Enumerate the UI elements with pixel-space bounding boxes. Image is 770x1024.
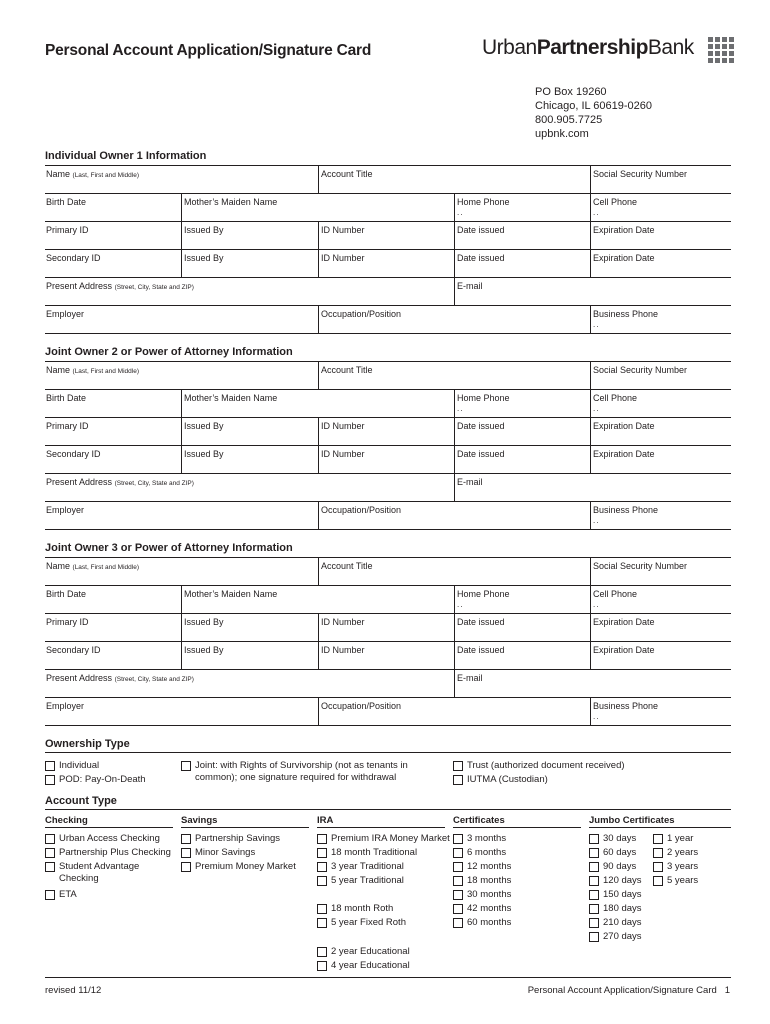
account-title-field[interactable] bbox=[318, 166, 590, 193]
date-issued-field[interactable] bbox=[454, 446, 590, 473]
ira-header: IRA bbox=[317, 815, 334, 826]
field-label: Present Address bbox=[46, 673, 113, 683]
checkbox[interactable] bbox=[589, 876, 599, 886]
savings-option[interactable]: Partnership Savings bbox=[181, 833, 280, 845]
jumbo-option[interactable]: 60 days bbox=[589, 847, 636, 859]
field-label: Account Title bbox=[321, 169, 373, 179]
issued-by-field[interactable] bbox=[181, 642, 318, 669]
account-type-rule bbox=[45, 809, 731, 810]
ira-option[interactable]: 2 year Educational bbox=[317, 946, 410, 958]
joint-line-2: common); one signature required for withdrawal bbox=[195, 772, 397, 783]
owner-row-birth bbox=[45, 390, 731, 418]
certificate-option[interactable]: 6 months bbox=[453, 847, 506, 859]
certificate-option[interactable]: 18 months bbox=[453, 875, 511, 887]
cell-phone-field[interactable] bbox=[590, 194, 731, 221]
field-label: Mother’s Maiden Name bbox=[184, 197, 278, 207]
field-label: Secondary ID bbox=[46, 449, 101, 459]
ownership-type-title: Ownership Type bbox=[45, 738, 130, 750]
id-number-field[interactable] bbox=[318, 446, 454, 473]
expiration-date-field[interactable] bbox=[590, 446, 731, 473]
owner-row-primary-id bbox=[45, 418, 731, 446]
occupation-field[interactable] bbox=[318, 698, 590, 725]
field-label: .. bbox=[457, 600, 464, 609]
certificates-header: Certificates bbox=[453, 815, 505, 826]
checkbox[interactable] bbox=[317, 862, 327, 872]
checking-option[interactable]: Urban Access Checking bbox=[45, 833, 160, 845]
savings-option[interactable]: Minor Savings bbox=[181, 847, 255, 859]
field-label: .. bbox=[593, 320, 600, 329]
jumbo-option[interactable]: 150 days bbox=[589, 889, 642, 901]
id-number-field[interactable] bbox=[318, 250, 454, 277]
field-label: Expiration Date bbox=[593, 421, 655, 431]
owner-info-grid bbox=[45, 165, 731, 334]
field-label: Expiration Date bbox=[593, 253, 655, 263]
field-label: Occupation/Position bbox=[321, 309, 402, 319]
field-label: Employer bbox=[46, 505, 85, 515]
checkbox[interactable] bbox=[589, 848, 599, 858]
joint-line-1: Joint: with Rights of Survivorship (not as tenants in bbox=[195, 760, 408, 771]
certificate-option[interactable]: 12 months bbox=[453, 861, 511, 873]
field-label: Social Security Number bbox=[593, 169, 688, 179]
account-title-field[interactable] bbox=[318, 362, 590, 389]
checkbox[interactable] bbox=[45, 775, 55, 785]
ownership-joint[interactable] bbox=[181, 760, 408, 784]
bank-logo bbox=[482, 36, 694, 60]
bank-logo-grid-icon bbox=[708, 37, 736, 65]
employer-field[interactable] bbox=[45, 502, 319, 529]
owner-row-secondary-id bbox=[45, 642, 731, 670]
checkbox[interactable] bbox=[453, 775, 463, 785]
expiration-date-field[interactable] bbox=[590, 614, 731, 641]
expiration-date-field[interactable] bbox=[590, 250, 731, 277]
email-field[interactable] bbox=[454, 278, 731, 305]
certificates-rule bbox=[453, 827, 581, 828]
field-label: Employer bbox=[46, 309, 85, 319]
checkbox[interactable] bbox=[589, 932, 599, 942]
checkbox[interactable] bbox=[589, 918, 599, 928]
date-issued-field[interactable] bbox=[454, 222, 590, 249]
maiden-name-field[interactable] bbox=[181, 390, 454, 417]
present-address-field[interactable] bbox=[45, 670, 455, 697]
field-label: .. bbox=[593, 208, 600, 217]
field-label: Date issued bbox=[457, 253, 505, 263]
field-label: Mother’s Maiden Name bbox=[184, 393, 278, 403]
checkbox[interactable] bbox=[45, 890, 55, 900]
field-label: Date issued bbox=[457, 421, 505, 431]
owner-info-grid bbox=[45, 361, 731, 530]
employer-field[interactable] bbox=[45, 698, 319, 725]
field-label: (Street, City, State and ZIP) bbox=[114, 676, 194, 683]
owner-row-birth bbox=[45, 586, 731, 614]
checkbox[interactable] bbox=[45, 862, 55, 872]
name-field[interactable] bbox=[45, 362, 321, 389]
expiration-date-field[interactable] bbox=[590, 642, 731, 669]
secondary-id-field[interactable] bbox=[45, 250, 182, 277]
certificate-option[interactable]: 60 months bbox=[453, 917, 511, 929]
checkbox[interactable] bbox=[317, 961, 327, 971]
occupation-field[interactable] bbox=[318, 306, 590, 333]
checking-header: Checking bbox=[45, 815, 88, 826]
field-label: Name bbox=[46, 169, 71, 179]
jumbo-option[interactable]: 120 days bbox=[589, 875, 642, 887]
present-address-field[interactable] bbox=[45, 278, 455, 305]
field-label: Occupation/Position bbox=[321, 505, 402, 515]
field-label: Date issued bbox=[457, 617, 505, 627]
bank-address bbox=[535, 85, 652, 141]
present-address-field[interactable] bbox=[45, 474, 455, 501]
issued-by-field[interactable] bbox=[181, 446, 318, 473]
checkbox[interactable] bbox=[45, 834, 55, 844]
birth-date-field[interactable] bbox=[45, 194, 182, 221]
checkbox[interactable] bbox=[317, 918, 327, 928]
ownership-pod[interactable]: POD: Pay-On-Death bbox=[45, 774, 146, 786]
jumbo-year-option[interactable]: 1 year bbox=[653, 833, 693, 845]
ira-option[interactable]: 5 year Traditional bbox=[317, 875, 404, 887]
primary-id-field[interactable] bbox=[45, 418, 182, 445]
cell-phone-field[interactable] bbox=[590, 390, 731, 417]
owner-row-name bbox=[45, 166, 731, 194]
field-label: Present Address bbox=[46, 477, 113, 487]
jumbo-header: Jumbo Certificates bbox=[589, 815, 675, 826]
field-label: .. bbox=[593, 600, 600, 609]
business-phone-field[interactable] bbox=[590, 502, 731, 529]
ssn-field[interactable] bbox=[590, 558, 731, 585]
field-label: E-mail bbox=[457, 673, 483, 683]
field-label: Date issued bbox=[457, 645, 505, 655]
checkbox[interactable] bbox=[453, 862, 463, 872]
secondary-id-field[interactable] bbox=[45, 642, 182, 669]
checkbox[interactable] bbox=[653, 834, 663, 844]
owner-row-employer bbox=[45, 698, 731, 726]
field-label: ID Number bbox=[321, 253, 365, 263]
home-phone-field[interactable] bbox=[454, 390, 590, 417]
checkbox[interactable] bbox=[453, 876, 463, 886]
checkbox[interactable] bbox=[589, 904, 599, 914]
birth-date-field[interactable] bbox=[45, 586, 182, 613]
checkbox[interactable] bbox=[317, 947, 327, 957]
field-label: ID Number bbox=[321, 449, 365, 459]
owner-row-address bbox=[45, 278, 731, 306]
field-label: Date issued bbox=[457, 449, 505, 459]
field-label: .. bbox=[457, 208, 464, 217]
owner-row-employer bbox=[45, 502, 731, 530]
field-label: Home Phone bbox=[457, 197, 510, 207]
checkbox[interactable] bbox=[453, 761, 463, 771]
name-field[interactable] bbox=[45, 558, 321, 585]
id-number-field[interactable] bbox=[318, 222, 454, 249]
field-label: .. bbox=[593, 516, 600, 525]
certificate-option[interactable]: 3 months bbox=[453, 833, 506, 845]
ira-option[interactable]: 3 year Traditional bbox=[317, 861, 404, 873]
logo-bank: Bank bbox=[647, 36, 694, 59]
owner-section-title: Joint Owner 2 or Power of Attorney Information bbox=[45, 346, 293, 358]
checkbox[interactable] bbox=[45, 761, 55, 771]
checkbox[interactable] bbox=[181, 848, 191, 858]
field-label: Home Phone bbox=[457, 393, 510, 403]
address-line: Chicago, IL 60619-0260 bbox=[535, 100, 653, 112]
checkbox[interactable] bbox=[453, 834, 463, 844]
account-title-field[interactable] bbox=[318, 558, 590, 585]
issued-by-field[interactable] bbox=[181, 418, 318, 445]
jumbo-option[interactable]: 180 days bbox=[589, 903, 642, 915]
owner-row-address bbox=[45, 474, 731, 502]
logo-urban: Urban bbox=[482, 36, 537, 59]
checkbox[interactable] bbox=[45, 848, 55, 858]
field-label: .. bbox=[593, 712, 600, 721]
id-number-field[interactable] bbox=[318, 642, 454, 669]
maiden-name-field[interactable] bbox=[181, 586, 454, 613]
jumbo-option[interactable]: 30 days bbox=[589, 833, 636, 845]
field-label: Cell Phone bbox=[593, 393, 638, 403]
ssn-field[interactable] bbox=[590, 362, 731, 389]
checkbox[interactable] bbox=[453, 848, 463, 858]
field-label: (Street, City, State and ZIP) bbox=[114, 480, 194, 487]
field-label: Secondary ID bbox=[46, 253, 101, 263]
account-type-title: Account Type bbox=[45, 795, 117, 807]
form-title: Personal Account Application/Signature Card bbox=[45, 42, 372, 59]
home-phone-field[interactable] bbox=[454, 194, 590, 221]
field-label: Cell Phone bbox=[593, 589, 638, 599]
owner-row-primary-id bbox=[45, 222, 731, 250]
checkbox[interactable] bbox=[453, 904, 463, 914]
revision-note: revised 11/12 bbox=[45, 985, 102, 996]
checkbox[interactable] bbox=[317, 848, 327, 858]
id-number-field[interactable] bbox=[318, 614, 454, 641]
field-label: Business Phone bbox=[593, 309, 659, 319]
owner-row-address bbox=[45, 670, 731, 698]
field-label: Birth Date bbox=[46, 393, 87, 403]
field-label: Social Security Number bbox=[593, 561, 688, 571]
date-issued-field[interactable] bbox=[454, 614, 590, 641]
footer-form-name: Personal Account Application/Signature Card 1 bbox=[527, 985, 730, 996]
address-line: 800.905.7725 bbox=[535, 114, 603, 126]
field-label: Issued By bbox=[184, 645, 224, 655]
issued-by-field[interactable] bbox=[181, 614, 318, 641]
ira-option[interactable]: 18 month Roth bbox=[317, 903, 393, 915]
ownership-type-rule bbox=[45, 752, 731, 753]
field-label: .. bbox=[457, 404, 464, 413]
field-label: Date issued bbox=[457, 225, 505, 235]
field-label: Present Address bbox=[46, 281, 113, 291]
owner-row-secondary-id bbox=[45, 446, 731, 474]
jumbo-year-option[interactable]: 3 years bbox=[653, 861, 698, 873]
employer-field[interactable] bbox=[45, 306, 319, 333]
business-phone-field[interactable] bbox=[590, 698, 731, 725]
issued-by-field[interactable] bbox=[181, 250, 318, 277]
owner-row-name bbox=[45, 558, 731, 586]
owner-row-birth bbox=[45, 194, 731, 222]
field-label: Issued By bbox=[184, 617, 224, 627]
field-label: Mother’s Maiden Name bbox=[184, 589, 278, 599]
field-label: Social Security Number bbox=[593, 365, 688, 375]
field-label: Occupation/Position bbox=[321, 701, 402, 711]
field-label: Home Phone bbox=[457, 589, 510, 599]
primary-id-field[interactable] bbox=[45, 222, 182, 249]
field-label: Issued By bbox=[184, 253, 224, 263]
field-label: ID Number bbox=[321, 421, 365, 431]
field-label: Cell Phone bbox=[593, 197, 638, 207]
field-label: Issued By bbox=[184, 421, 224, 431]
checking-option[interactable]: Student Advantage Checking bbox=[45, 861, 139, 885]
field-label: ID Number bbox=[321, 225, 365, 235]
ira-option[interactable]: 18 month Traditional bbox=[317, 847, 417, 859]
owner-info-grid bbox=[45, 557, 731, 726]
checking-option[interactable]: Partnership Plus Checking bbox=[45, 847, 171, 859]
ira-option[interactable]: 4 year Educational bbox=[317, 960, 410, 972]
owner-section-title: Joint Owner 3 or Power of Attorney Information bbox=[45, 542, 293, 554]
home-phone-field[interactable] bbox=[454, 586, 590, 613]
savings-header: Savings bbox=[181, 815, 218, 826]
field-label: Business Phone bbox=[593, 701, 659, 711]
occupation-field[interactable] bbox=[318, 502, 590, 529]
savings-option[interactable]: Premium Money Market bbox=[181, 861, 296, 873]
checkbox[interactable] bbox=[317, 834, 327, 844]
field-label: Birth Date bbox=[46, 589, 87, 599]
checkbox[interactable] bbox=[589, 890, 599, 900]
jumbo-option[interactable]: 210 days bbox=[589, 917, 642, 929]
ownership-iutma[interactable]: IUTMA (Custodian) bbox=[453, 774, 548, 786]
footer-rule bbox=[45, 977, 731, 978]
field-label: Business Phone bbox=[593, 505, 659, 515]
field-label: Issued By bbox=[184, 449, 224, 459]
field-label: ID Number bbox=[321, 617, 365, 627]
address-line: PO Box 19260 bbox=[535, 86, 607, 98]
field-label: ID Number bbox=[321, 645, 365, 655]
owner-row-primary-id bbox=[45, 614, 731, 642]
business-phone-field[interactable] bbox=[590, 306, 731, 333]
secondary-id-field[interactable] bbox=[45, 446, 182, 473]
field-label: Primary ID bbox=[46, 617, 89, 627]
field-label: (Last, First and Middle) bbox=[72, 172, 139, 179]
checkbox[interactable] bbox=[181, 761, 191, 771]
checkbox[interactable] bbox=[317, 876, 327, 886]
field-label: Employer bbox=[46, 701, 85, 711]
page-number: 1 bbox=[724, 985, 730, 996]
field-label: Name bbox=[46, 365, 71, 375]
date-issued-field[interactable] bbox=[454, 418, 590, 445]
ownership-individual[interactable]: Individual bbox=[45, 760, 99, 772]
field-label: Account Title bbox=[321, 561, 373, 571]
savings-rule bbox=[181, 827, 309, 828]
jumbo-option[interactable]: 90 days bbox=[589, 861, 636, 873]
field-label: Birth Date bbox=[46, 197, 87, 207]
issued-by-field[interactable] bbox=[181, 222, 318, 249]
field-label: Secondary ID bbox=[46, 645, 101, 655]
field-label: Expiration Date bbox=[593, 645, 655, 655]
jumbo-option[interactable]: 270 days bbox=[589, 931, 642, 943]
checkbox[interactable] bbox=[453, 918, 463, 928]
checkbox[interactable] bbox=[453, 890, 463, 900]
expiration-date-field[interactable] bbox=[590, 222, 731, 249]
checkbox[interactable] bbox=[589, 834, 599, 844]
ira-rule bbox=[317, 827, 445, 828]
checkbox[interactable] bbox=[317, 904, 327, 914]
checkbox[interactable] bbox=[653, 876, 663, 886]
field-label: Name bbox=[46, 561, 71, 571]
field-label: Primary ID bbox=[46, 225, 89, 235]
email-field[interactable] bbox=[454, 670, 731, 697]
maiden-name-field[interactable] bbox=[181, 194, 454, 221]
field-label: Expiration Date bbox=[593, 225, 655, 235]
expiration-date-field[interactable] bbox=[590, 418, 731, 445]
checking-rule bbox=[45, 827, 173, 828]
jumbo-year-option[interactable]: 2 years bbox=[653, 847, 698, 859]
field-label: Issued By bbox=[184, 225, 224, 235]
id-number-field[interactable] bbox=[318, 418, 454, 445]
field-label: (Street, City, State and ZIP) bbox=[114, 284, 194, 291]
ssn-field[interactable] bbox=[590, 166, 731, 193]
cell-phone-field[interactable] bbox=[590, 586, 731, 613]
birth-date-field[interactable] bbox=[45, 390, 182, 417]
field-label: (Last, First and Middle) bbox=[72, 564, 139, 571]
field-label: .. bbox=[593, 404, 600, 413]
name-field[interactable] bbox=[45, 166, 321, 193]
jumbo-year-option[interactable]: 5 years bbox=[653, 875, 698, 887]
owner-row-name bbox=[45, 362, 731, 390]
owner-row-employer bbox=[45, 306, 731, 334]
field-label: E-mail bbox=[457, 477, 483, 487]
certificate-option[interactable]: 30 months bbox=[453, 889, 511, 901]
checking-option[interactable]: ETA bbox=[45, 889, 77, 901]
ira-option[interactable]: Premium IRA Money Market bbox=[317, 833, 450, 845]
checkbox[interactable] bbox=[181, 862, 191, 872]
field-label: Primary ID bbox=[46, 421, 89, 431]
ira-option[interactable]: 5 year Fixed Roth bbox=[317, 917, 406, 929]
address-line: upbnk.com bbox=[535, 128, 589, 140]
checkbox[interactable] bbox=[181, 834, 191, 844]
owner-row-secondary-id bbox=[45, 250, 731, 278]
logo-partnership: Partnership bbox=[536, 36, 648, 59]
primary-id-field[interactable] bbox=[45, 614, 182, 641]
field-label: Expiration Date bbox=[593, 617, 655, 627]
jumbo-rule bbox=[589, 827, 731, 828]
owner-section-title: Individual Owner 1 Information bbox=[45, 150, 207, 162]
field-label: (Last, First and Middle) bbox=[72, 368, 139, 375]
date-issued-field[interactable] bbox=[454, 642, 590, 669]
certificate-option[interactable]: 42 months bbox=[453, 903, 511, 915]
checkbox[interactable] bbox=[653, 848, 663, 858]
checkbox[interactable] bbox=[653, 862, 663, 872]
field-label: Expiration Date bbox=[593, 449, 655, 459]
field-label: Account Title bbox=[321, 365, 373, 375]
checkbox[interactable] bbox=[589, 862, 599, 872]
ownership-trust[interactable]: Trust (authorized document received) bbox=[453, 760, 625, 772]
date-issued-field[interactable] bbox=[454, 250, 590, 277]
field-label: E-mail bbox=[457, 281, 483, 291]
email-field[interactable] bbox=[454, 474, 731, 501]
